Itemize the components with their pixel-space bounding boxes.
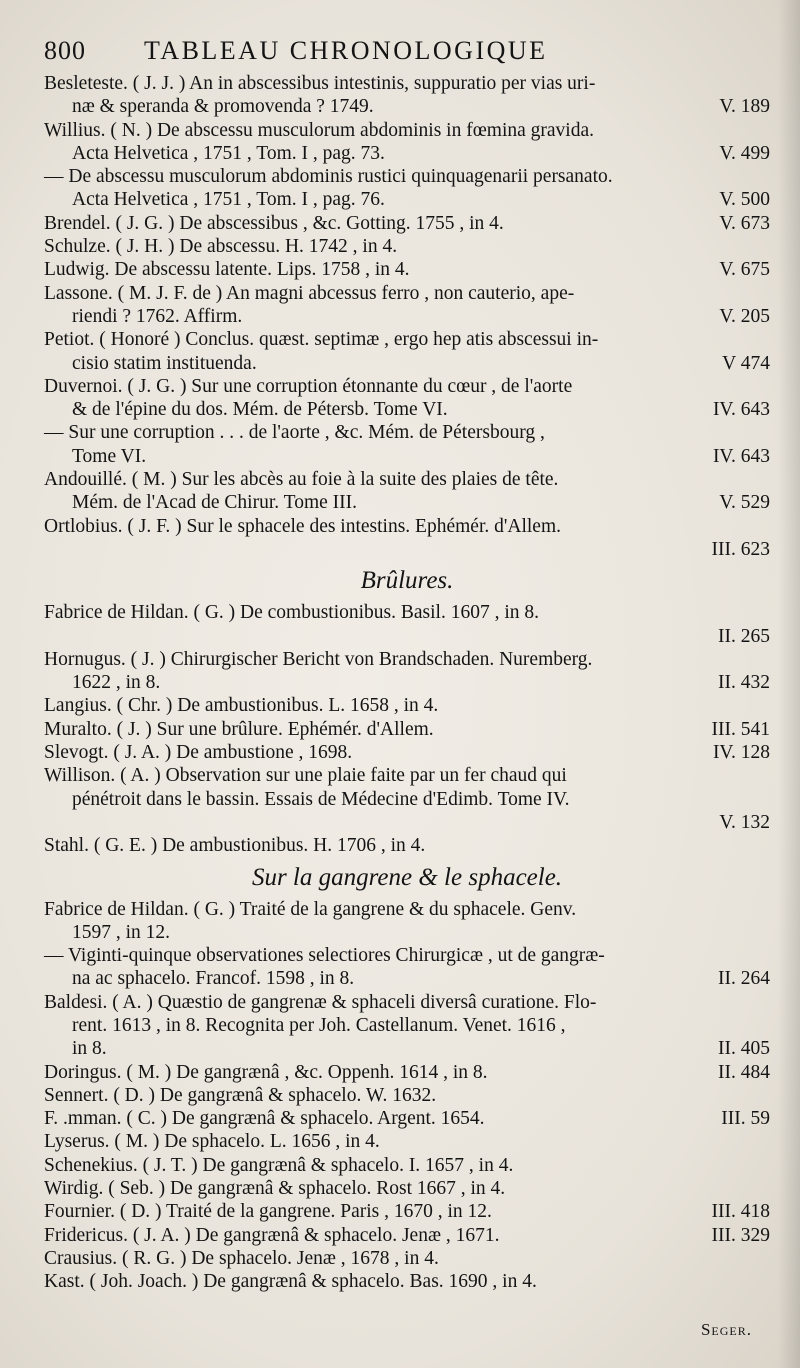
entry-line (44, 1107, 770, 1130)
bibliography-entry (44, 991, 770, 1061)
entry-text: Brendel. ( J. G. ) De abscessibus , &c. Gotting. 1755 , in 4. (44, 212, 504, 234)
entry-text: Stahl. ( G. E. ) De ambustionibus. H. 1706 , in 4. (44, 835, 426, 857)
entry-text: Crausius. ( R. G. ) De sphacelo. Jenæ , 1678 , in 4. (44, 1247, 439, 1269)
entry-line (44, 165, 770, 188)
entry-text: Hornugus. ( J. ) Chirurgischer Bericht von Brandschaden. Nuremberg. (44, 648, 593, 670)
bibliography-entry (44, 601, 770, 648)
entry-text: Duvernoi. ( J. G. ) Sur une corruption étonnante du cœur , de l'aorte (44, 375, 573, 397)
bibliography-entry (44, 898, 770, 945)
entry-line (44, 898, 770, 921)
volume-page-reference: II. 432 (718, 672, 770, 694)
entry-line (44, 1247, 770, 1270)
bibliography-entry (44, 165, 770, 212)
volume-page-reference: V. 499 (719, 142, 770, 164)
entry-line (44, 491, 770, 514)
entry-line (44, 212, 770, 235)
entry-text: Doringus. ( M. ) De gangrænâ , &c. Oppenh. 1614 , in 8. (44, 1061, 488, 1083)
entry-line (44, 718, 770, 741)
entry-text: Willius. ( N. ) De abscessu musculorum abdominis in fœmina gravida. (44, 119, 594, 141)
bibliography-entry (44, 1224, 770, 1247)
bibliography-entry (44, 375, 770, 422)
entry-line (44, 1084, 770, 1107)
volume-page-reference: V. 529 (719, 492, 770, 514)
entry-text: Kast. ( Joh. Joach. ) De gangrænâ & sphacelo. Bas. 1690 , in 4. (44, 1271, 537, 1293)
entry-text: Wirdig. ( Seb. ) De gangrænâ & sphacelo. Rost 1667 , in 4. (44, 1178, 506, 1200)
bibliography-entry (44, 1154, 770, 1177)
bibliography-entry (44, 421, 770, 468)
volume-page-reference: III. 329 (711, 1224, 770, 1246)
bibliography-entry (44, 1177, 770, 1200)
volume-page-reference: III. 541 (711, 718, 770, 740)
bibliography-entry (44, 1061, 770, 1084)
entry-text: na ac sphacelo. Francof. 1598 , in 8. (72, 968, 355, 990)
section-heading: Brûlures. (360, 567, 454, 595)
entry-line (44, 445, 770, 468)
entry-text: Muralto. ( J. ) Sur une brûlure. Ephémér. d'Allem. (44, 718, 434, 740)
bibliography-entry (44, 212, 770, 235)
volume-page-reference: III. 623 (711, 538, 770, 560)
entry-line (44, 468, 770, 491)
volume-page-reference: V. 673 (719, 212, 770, 234)
entry-text: Tome VI. (72, 445, 147, 467)
volume-page-reference: III. 59 (721, 1108, 770, 1130)
running-title: TABLEAU CHRONOLOGIQUE (144, 36, 548, 65)
volume-page-reference: V 474 (722, 352, 770, 374)
entry-line (44, 72, 770, 95)
entry-line (44, 421, 770, 444)
entry-text: Petiot. ( Honoré ) Conclus. quæst. septimæ , ergo hep atis abscessui in- (44, 329, 599, 351)
entry-line (44, 991, 770, 1014)
entry-text: Fridericus. ( J. A. ) De gangrænâ & sphacelo. Jenæ , 1671. (44, 1224, 500, 1246)
bibliography-entry (44, 764, 770, 834)
entry-text: cisio statim instituenda. (72, 352, 257, 374)
entry-line (44, 834, 770, 857)
entry-line (44, 1224, 770, 1247)
volume-page-reference: III. 418 (711, 1201, 770, 1223)
entry-line (44, 538, 770, 561)
entry-line (44, 282, 770, 305)
entry-text: Mém. de l'Acad de Chirur. Tome III. (72, 492, 358, 514)
entry-text: Lyserus. ( M. ) De sphacelo. L. 1656 , in 4. (44, 1131, 380, 1153)
entry-text: Andouillé. ( M. ) Sur les abcès au foie à la suite des plaies de tête. (44, 469, 559, 491)
entry-line (44, 1037, 770, 1060)
entry-line (44, 95, 770, 118)
entry-text: Slevogt. ( J. A. ) De ambustione , 1698. (44, 742, 353, 764)
bibliography-entry (44, 1247, 770, 1270)
entry-text: Sennert. ( D. ) De gangrænâ & sphacelo. W. 1632. (44, 1084, 437, 1106)
bibliography-entry (44, 468, 770, 515)
bibliography-entry (44, 1084, 770, 1107)
entry-line (44, 328, 770, 351)
bibliography-entry (44, 741, 770, 764)
bibliography-entry (44, 1270, 770, 1293)
entry-text: riendi ? 1762. Affirm. (72, 305, 243, 327)
volume-page-reference: V. 675 (719, 259, 770, 281)
entry-text: Baldesi. ( A. ) Quæstio de gangrenæ & sphaceli diversâ curatione. Flo- (44, 991, 597, 1013)
entry-line (44, 788, 770, 811)
volume-page-reference: II. 265 (718, 625, 770, 647)
entry-text: Schenekius. ( J. T. ) De gangrænâ & sphacelo. I. 1657 , in 4. (44, 1154, 514, 1176)
entry-text: — Viginti-quinque observationes selectiores Chirurgicæ , ut de gangræ- (44, 945, 605, 967)
entry-text: Willison. ( A. ) Observation sur une plaie faite par un fer chaud qui (44, 765, 567, 787)
volume-page-reference: II. 264 (718, 968, 770, 990)
entry-text: Lassone. ( M. J. F. de ) An magni abcessus ferro , non cauterio, ape- (44, 282, 575, 304)
running-head (44, 36, 770, 72)
entry-line (44, 1177, 770, 1200)
volume-page-reference: V. 132 (719, 811, 770, 833)
entry-line (44, 921, 770, 944)
entry-line (44, 648, 770, 671)
entry-line (44, 601, 770, 624)
volume-page-reference: IV. 643 (712, 445, 770, 467)
volume-page-reference: V. 500 (719, 189, 770, 211)
entry-text: Acta Helvetica , 1751 , Tom. I , pag. 73. (72, 142, 385, 164)
entry-line (44, 811, 770, 834)
bibliography-entry (44, 119, 770, 166)
bibliography-entry (44, 944, 770, 991)
entry-text: Fournier. ( D. ) Traité de la gangrene. Paris , 1670 , in 12. (44, 1201, 492, 1223)
entry-line (44, 1270, 770, 1293)
entry-line (44, 1061, 770, 1084)
entry-line (44, 305, 770, 328)
bibliography-entry (44, 515, 770, 562)
entry-line (44, 515, 770, 538)
entry-text: Besleteste. ( J. J. ) An in abscessibus intestinis, suppuratio per vias uri- (44, 73, 596, 94)
bibliography-entry (44, 718, 770, 741)
entry-text: Ludwig. De abscessu latente. Lips. 1758 , in 4. (44, 259, 410, 281)
volume-page-reference: II. 405 (718, 1038, 770, 1060)
entry-text: — De abscessu musculorum abdominis rustici quinquagenarii persanato. (44, 166, 613, 188)
entry-text: rent. 1613 , in 8. Recognita per Joh. Castellanum. Venet. 1616 , (72, 1014, 566, 1036)
entry-text: Langius. ( Chr. ) De ambustionibus. L. 1658 , in 4. (44, 695, 439, 717)
entry-text: & de l'épine du dos. Mém. de Pétersb. Tome VI. (72, 399, 448, 421)
entry-line (44, 142, 770, 165)
entry-text: F. .mman. ( C. ) De gangrænâ & sphacelo. Argent. 1654. (44, 1108, 485, 1130)
entry-line (44, 764, 770, 787)
entry-line (44, 671, 770, 694)
bibliography-entry (44, 1107, 770, 1130)
entry-line (44, 944, 770, 967)
entry-line (44, 1200, 770, 1223)
page-number: 800 (44, 36, 86, 65)
entry-text: — Sur une corruption . . . de l'aorte , &c. Mém. de Pétersbourg , (44, 422, 545, 444)
entry-line (44, 1154, 770, 1177)
entry-line (44, 967, 770, 990)
bibliography-entry (44, 235, 770, 258)
entry-line (44, 258, 770, 281)
bibliography-entry (44, 328, 770, 375)
bibliography-entry (44, 258, 770, 281)
entry-line (44, 741, 770, 764)
entry-line (44, 375, 770, 398)
volume-page-reference: IV. 128 (712, 742, 770, 764)
entry-text: Fabrice de Hildan. ( G. ) De combustionibus. Basil. 1607 , in 8. (44, 602, 540, 624)
entry-line (44, 625, 770, 648)
entry-line (44, 1014, 770, 1037)
entry-text: næ & speranda & promovenda ? 1749. (72, 96, 374, 118)
entry-line (44, 188, 770, 211)
entry-line (44, 694, 770, 717)
entry-text: Ortlobius. ( J. F. ) Sur le sphacele des intestins. Ephémér. d'Allem. (44, 515, 561, 537)
bibliography-list (44, 72, 770, 1294)
catchword: Seger. (700, 1320, 752, 1339)
entry-line (44, 352, 770, 375)
bibliography-entry (44, 834, 770, 857)
section-heading: Sur la gangrene & le sphacele. (251, 863, 563, 891)
volume-page-reference: V. 205 (719, 305, 770, 327)
entry-line (44, 398, 770, 421)
volume-page-reference: IV. 643 (712, 399, 770, 421)
entry-text: Schulze. ( J. H. ) De abscessu. H. 1742 , in 4. (44, 236, 398, 258)
entry-line (44, 235, 770, 258)
bibliography-entry (44, 648, 770, 695)
bibliography-entry (44, 1130, 770, 1153)
entry-text: in 8. (72, 1038, 107, 1060)
bibliography-entry (44, 282, 770, 329)
entry-text: Acta Helvetica , 1751 , Tom. I , pag. 76. (72, 189, 385, 211)
entry-text: 1597 , in 12. (72, 921, 171, 943)
volume-page-reference: II. 484 (718, 1061, 770, 1083)
bibliography-entry (44, 72, 770, 119)
bibliography-entry (44, 694, 770, 717)
entry-text: pénétroit dans le bassin. Essais de Médecine d'Edimb. Tome IV. (72, 788, 570, 810)
entry-text: Fabrice de Hildan. ( G. ) Traité de la gangrene & du sphacele. Genv. (44, 898, 577, 920)
entry-text: 1622 , in 8. (72, 672, 161, 694)
volume-page-reference: V. 189 (719, 96, 770, 118)
entry-line (44, 119, 770, 142)
bibliography-entry (44, 1200, 770, 1223)
entry-line (44, 1130, 770, 1153)
